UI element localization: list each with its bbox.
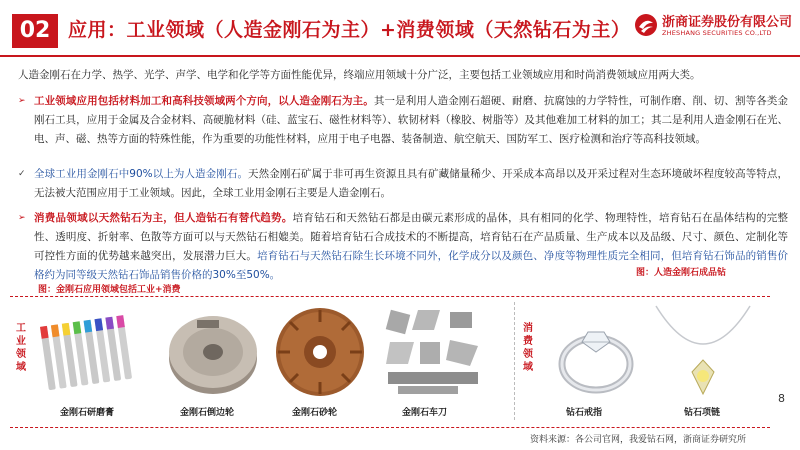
bullet-industrial-highlight: 工业领域应用包括材料加工和高科技领域两个方向，以人造金刚石为主。 <box>34 95 374 107</box>
panel-separator <box>514 302 516 420</box>
figure-caption-left: 图：金刚石应用领域包括工业+消费 <box>38 285 181 295</box>
page-number: 8 <box>778 392 785 405</box>
product-label: 金刚石车刀 <box>402 408 448 418</box>
chamfer-wheel-icon <box>163 302 263 402</box>
consumer-label: 消费领域 <box>523 323 533 373</box>
bullet-global-share-text: 天然金刚石矿属于非可再生资源且具有矿藏储量稀少、开采成本高昂以及开采过程对生态环境破坏程度较高等特点，无法被大范围应用于工业领域。因此，全球工业用金刚石主要是人造金刚石。 <box>34 168 789 199</box>
check-bullet-icon: ✓ <box>18 169 26 179</box>
bullet-consumer-highlight: 消费品领域以天然钻石为主，但人造钻石有替代趋势。 <box>34 212 293 224</box>
arrow-bullet-icon: ➢ <box>18 213 26 223</box>
figure-caption-right: 图：人造金刚石成品钻 <box>636 268 727 278</box>
bullet-industrial-body <box>18 92 788 149</box>
bullet-consumer-price-note: 培育钻石与天然钻石除生长环境不同外，化学成分以及颜色、净度等物理性质完全相同，但培育钻石饰品的销售价格约为同等级天然钻石饰品销售价格的30%至50%。 <box>34 250 789 281</box>
industrial-label: 工业领域 <box>16 323 26 373</box>
product-label: 金刚石研磨膏 <box>60 408 115 418</box>
intro-text: 人造金刚石在力学、热学、光学、声学、电学和化学等方面性能优异，终端应用领域十分广泛，主要包括工业领域应用和时尚消费领域应用两大类。 <box>18 69 701 81</box>
product-label: 金刚石倒边轮 <box>180 408 235 418</box>
diamond-ring-icon <box>548 302 648 402</box>
page-header <box>0 0 800 58</box>
arrow-bullet-icon: ➢ <box>18 96 26 106</box>
zheshang-logo-icon <box>634 13 658 37</box>
bullet-industrial-text: 其一是利用人造金刚石超硬、耐磨、抗腐蚀的力学特性，可制作磨、削、切、割等各类金刚石工具，应用于金属及合金材料、高硬脆材料（硅、蓝宝石、磁性材料等）、软韧材料（橡胶、树脂等）及其他难加工材料的加工；其二是利用人造金刚石在光、电、声、磁、热等方面的特殊性能，作为重要的功能性材料，应用于电子电器、装备制造、航空航天、国防军工、医疗检测和治疗等高科技领域。 <box>34 95 789 145</box>
source-note: 资料来源：各公司官网，我爱钻石网，浙商证券研究所 <box>530 435 747 445</box>
header-divider <box>0 55 800 57</box>
diamond-necklace-icon <box>648 302 758 402</box>
turning-tool-inserts-icon <box>378 302 498 402</box>
product-label: 钻石戒指 <box>566 408 603 418</box>
product-label: 钻石项链 <box>684 408 721 418</box>
bullet-global-share-body <box>18 165 788 203</box>
logo-company-name-cn: 浙商证券股份有限公司 <box>662 15 793 30</box>
bullet-global-share-highlight: 全球工业用金刚石中90%以上为人造金刚石。 <box>34 168 249 180</box>
diamond-paste-syringes-icon <box>36 302 146 402</box>
product-label: 金刚石砂轮 <box>292 408 338 418</box>
bullet-industrial <box>18 92 788 149</box>
bullet-consumer-text: 培育钻石和天然钻石都是由碳元素形成的晶体，具有相同的化学、物理特性，培育钻石在晶体结构的完整性、透明度、折射率、色散等方面可以与天然钻石相媲美。随着培育钻石合成技术的不断提高，培育钻石在产品质量、生产成本以及品级、尺寸、颜色、定制化等可控性方面的优势越来越突出，发展潜力巨大。 <box>34 212 788 262</box>
page-title: 应用：工业领域（人造金刚石为主）+消费领域（天然钻石为主） <box>68 19 631 41</box>
intro-paragraph <box>18 66 788 85</box>
logo-company-name-en: ZHESHANG SECURITIES CO.,LTD <box>662 29 772 37</box>
section-number: 02 <box>12 14 58 48</box>
company-logo <box>634 10 794 44</box>
grinding-wheel-icon <box>270 302 370 402</box>
bullet-global-share <box>18 165 788 203</box>
